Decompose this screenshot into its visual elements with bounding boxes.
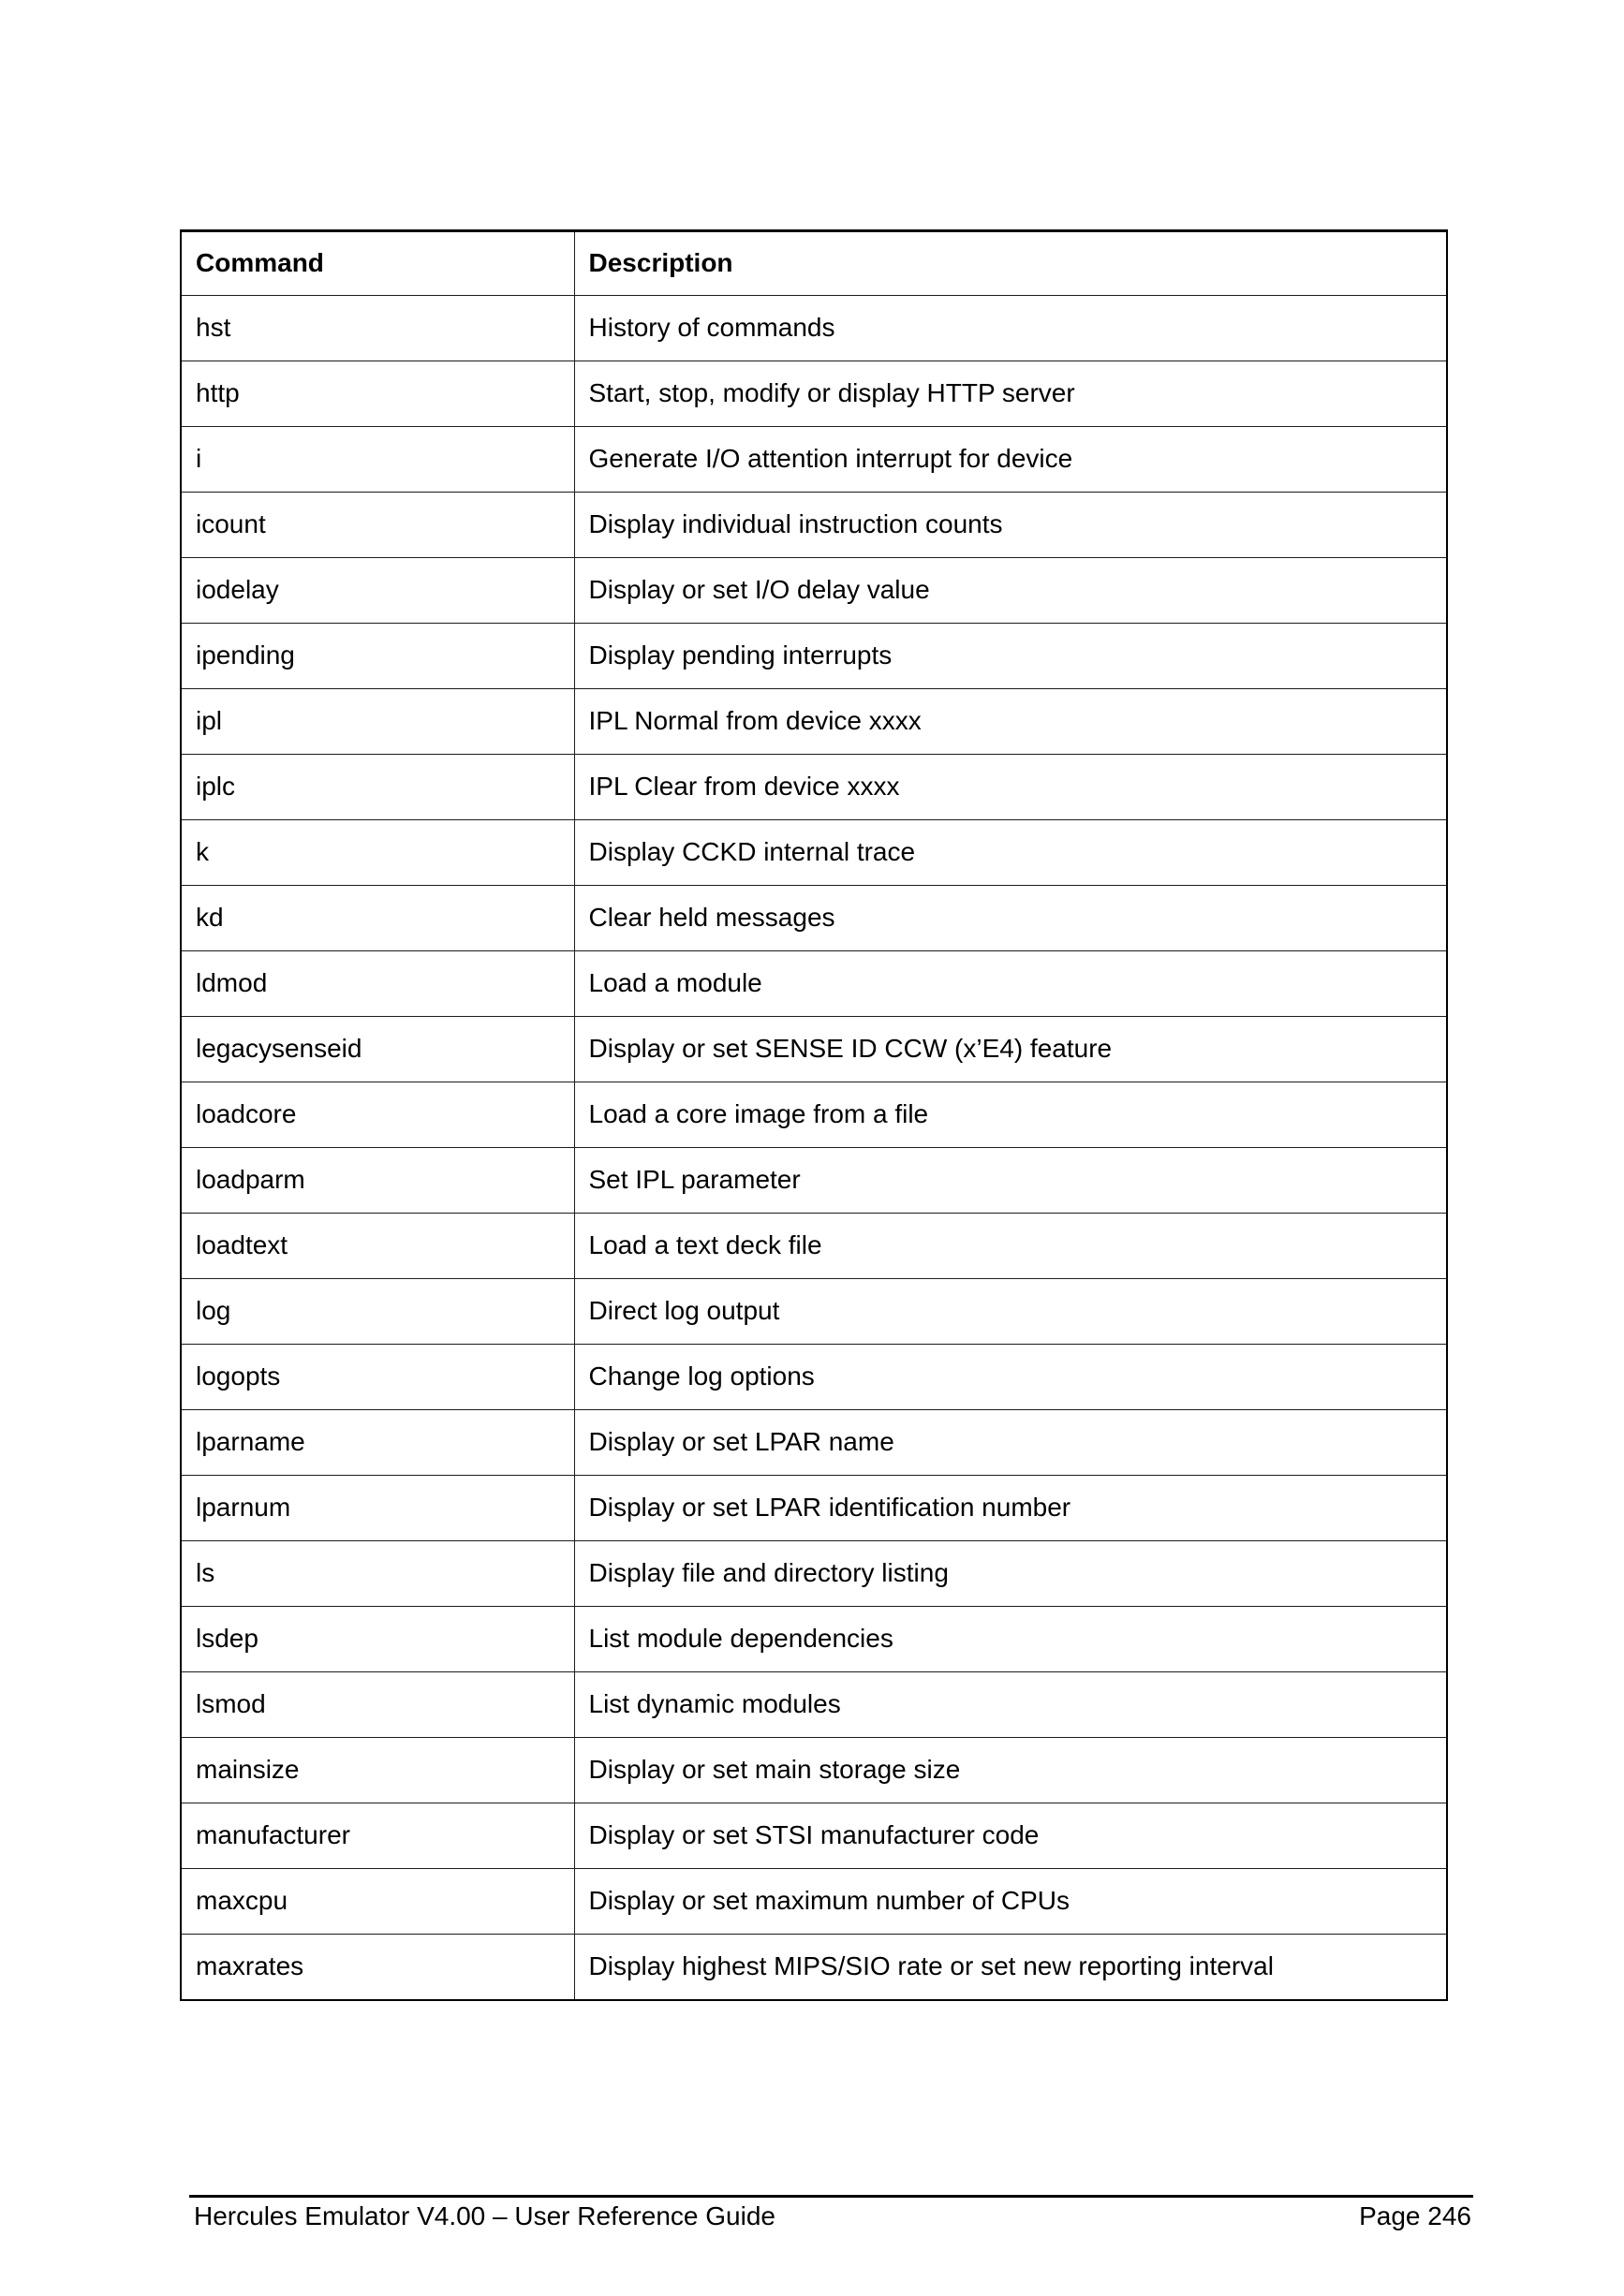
command-cell: ipl bbox=[181, 689, 574, 755]
command-cell: icount bbox=[181, 493, 574, 558]
table-row bbox=[181, 1017, 1447, 1082]
command-cell: log bbox=[181, 1279, 574, 1345]
description-cell: Clear held messages bbox=[574, 886, 1447, 951]
table-row bbox=[181, 296, 1447, 361]
description-cell: Display highest MIPS/SIO rate or set new reporting interval bbox=[574, 1935, 1447, 2000]
table-row bbox=[181, 1082, 1447, 1148]
command-cell: lsmod bbox=[181, 1672, 574, 1738]
table-row bbox=[181, 427, 1447, 493]
command-cell: logopts bbox=[181, 1345, 574, 1410]
command-cell: loadparm bbox=[181, 1148, 574, 1214]
command-cell: i bbox=[181, 427, 574, 493]
description-cell: IPL Normal from device xxxx bbox=[574, 689, 1447, 755]
table-header-row bbox=[181, 231, 1447, 296]
description-cell: List dynamic modules bbox=[574, 1672, 1447, 1738]
description-cell: Load a core image from a file bbox=[574, 1082, 1447, 1148]
description-cell: List module dependencies bbox=[574, 1607, 1447, 1672]
description-cell: Display file and directory listing bbox=[574, 1541, 1447, 1607]
description-cell: Start, stop, modify or display HTTP server bbox=[574, 361, 1447, 427]
command-cell: lparname bbox=[181, 1410, 574, 1476]
command-cell: manufacturer bbox=[181, 1803, 574, 1869]
table-row bbox=[181, 493, 1447, 558]
description-cell: Load a module bbox=[574, 951, 1447, 1017]
table-row bbox=[181, 1803, 1447, 1869]
command-cell: lparnum bbox=[181, 1476, 574, 1541]
command-cell: http bbox=[181, 361, 574, 427]
table-row bbox=[181, 1345, 1447, 1410]
command-cell: iplc bbox=[181, 755, 574, 820]
table-row bbox=[181, 624, 1447, 689]
description-column-header: Description bbox=[574, 231, 1447, 296]
table-row bbox=[181, 1476, 1447, 1541]
command-cell: hst bbox=[181, 296, 574, 361]
table-row bbox=[181, 558, 1447, 624]
description-cell: Display CCKD internal trace bbox=[574, 820, 1447, 886]
description-cell: Load a text deck file bbox=[574, 1214, 1447, 1279]
command-cell: lsdep bbox=[181, 1607, 574, 1672]
command-cell: legacysenseid bbox=[181, 1017, 574, 1082]
table-row bbox=[181, 361, 1447, 427]
description-cell: Display or set maximum number of CPUs bbox=[574, 1869, 1447, 1935]
table-row bbox=[181, 1738, 1447, 1803]
command-reference-table bbox=[180, 229, 1448, 2001]
table-row bbox=[181, 820, 1447, 886]
description-cell: Set IPL parameter bbox=[574, 1148, 1447, 1214]
table-row bbox=[181, 1148, 1447, 1214]
description-cell: Display or set I/O delay value bbox=[574, 558, 1447, 624]
description-cell: Display pending interrupts bbox=[574, 624, 1447, 689]
table-row bbox=[181, 1214, 1447, 1279]
command-cell: ldmod bbox=[181, 951, 574, 1017]
description-cell: Display or set LPAR name bbox=[574, 1410, 1447, 1476]
table-row bbox=[181, 1869, 1447, 1935]
command-cell: ls bbox=[181, 1541, 574, 1607]
description-cell: History of commands bbox=[574, 296, 1447, 361]
command-cell: kd bbox=[181, 886, 574, 951]
table-row bbox=[181, 1607, 1447, 1672]
description-cell: IPL Clear from device xxxx bbox=[574, 755, 1447, 820]
table-row bbox=[181, 1541, 1447, 1607]
description-cell: Change log options bbox=[574, 1345, 1447, 1410]
description-cell: Display or set main storage size bbox=[574, 1738, 1447, 1803]
table-row bbox=[181, 1672, 1447, 1738]
table-row bbox=[181, 1935, 1447, 2000]
description-cell: Display or set LPAR identification number bbox=[574, 1476, 1447, 1541]
command-cell: loadtext bbox=[181, 1214, 574, 1279]
table-row bbox=[181, 689, 1447, 755]
command-cell: iodelay bbox=[181, 558, 574, 624]
table-row bbox=[181, 1410, 1447, 1476]
table-row bbox=[181, 1279, 1447, 1345]
command-cell: maxrates bbox=[181, 1935, 574, 2000]
command-cell: loadcore bbox=[181, 1082, 574, 1148]
command-cell: ipending bbox=[181, 624, 574, 689]
footer-document-title: Hercules Emulator V4.00 – User Reference Guide bbox=[194, 2201, 775, 2230]
description-cell: Direct log output bbox=[574, 1279, 1447, 1345]
command-cell: k bbox=[181, 820, 574, 886]
command-column-header: Command bbox=[181, 231, 574, 296]
description-cell: Display or set STSI manufacturer code bbox=[574, 1803, 1447, 1869]
table-row bbox=[181, 951, 1447, 1017]
table-body bbox=[181, 296, 1447, 2000]
command-cell: mainsize bbox=[181, 1738, 574, 1803]
command-cell: maxcpu bbox=[181, 1869, 574, 1935]
page-footer bbox=[189, 2202, 1473, 2231]
table-row bbox=[181, 886, 1447, 951]
table-row bbox=[181, 755, 1447, 820]
description-cell: Display individual instruction counts bbox=[574, 493, 1447, 558]
description-cell: Display or set SENSE ID CCW (x’E4) feature bbox=[574, 1017, 1447, 1082]
footer-rule bbox=[189, 2195, 1473, 2198]
description-cell: Generate I/O attention interrupt for device bbox=[574, 427, 1447, 493]
footer-page-number: Page 246 bbox=[1359, 2201, 1471, 2230]
